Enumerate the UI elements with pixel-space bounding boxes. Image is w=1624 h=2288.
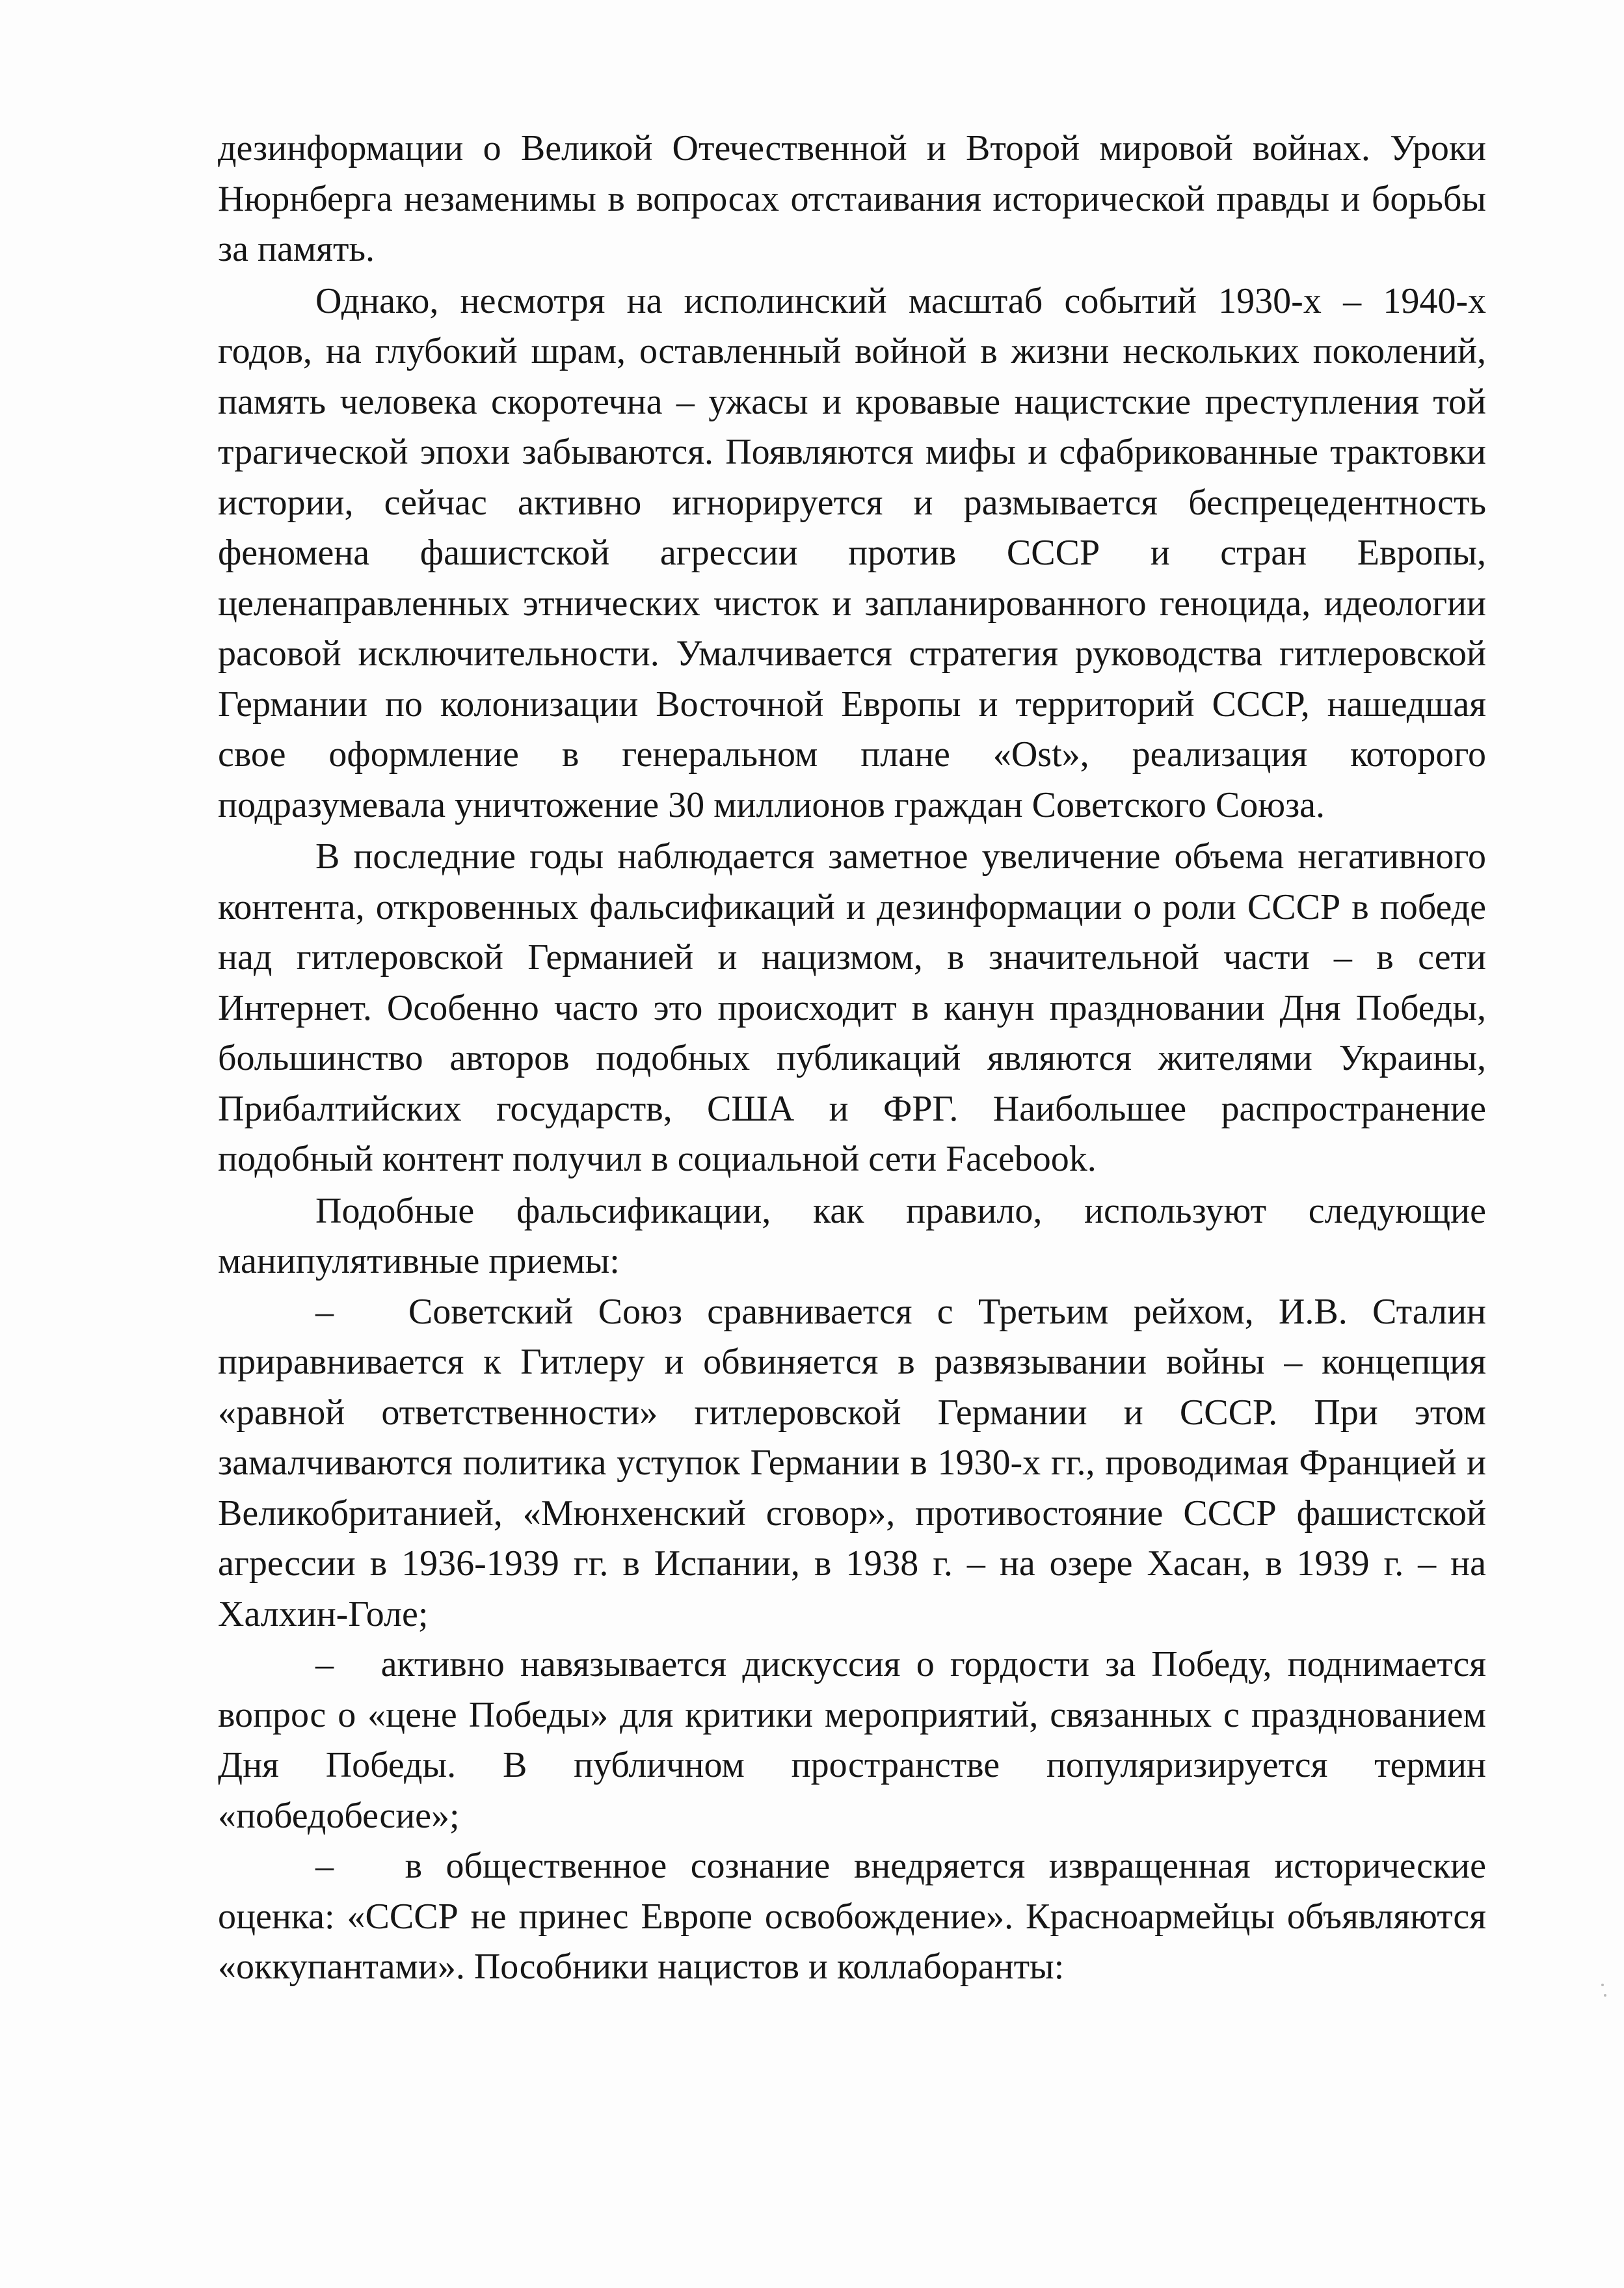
paragraph-continuation: дезинформации о Великой Отечественной и Второй мировой войнах. Уроки Нюрнберга незаменимы в вопросах отстаивания исторической правды и борьбы за память.: [218, 128, 1486, 269]
bullet-item-pride: [218, 1640, 1486, 1841]
bullet-text: Советский Союз сравнивается с Третьим рейхом, И.В. Сталин приравнивается к Гитлеру и обвиняется в развязывании войны – концепция «равной ответственности» гитлеровской Германии и СССР. При этом замалчиваются политика уступок Германии в 1930-х гг., проводимая Францией и Великобританией, «Мюнхенский сговор», противостояние СССР фашистской агрессии в 1936-1939 гг. в Испании, в 1938 г. – на озере Хасан, в 1939 г. – на Халхин-Голе;: [218, 1291, 1487, 1634]
scan-speck: [1601, 1984, 1604, 1986]
paragraph-techniques-intro: Подобные фальсификации, как правило, используют следующие манипулятивные приемы:: [218, 1190, 1486, 1281]
bullet-marker: –: [315, 1291, 334, 1332]
bullet-text: в общественное сознание внедряется извращенная исторические оценка: «СССР не принес Европе освобождение». Красноармейцы объявляются «оккупантами». Пособники нацистов и коллаборанты:: [218, 1846, 1487, 1987]
bullet-marker: –: [315, 1644, 334, 1684]
scan-speck: [1604, 1994, 1606, 1997]
document-body: [218, 124, 1486, 1993]
bullet-item-comparison: [218, 1287, 1486, 1640]
bullet-marker: –: [315, 1846, 334, 1886]
bullet-item-assessment: [218, 1841, 1486, 1993]
bullet-text: активно навязывается дискуссия о гордости за Победу, поднимается вопрос о «цене Победы» для критики мероприятий, связанных с празднованием Дня Победы. В публичном пространстве популяризируется термин «победобесие»;: [218, 1644, 1486, 1836]
paragraph-scale-of-events: Однако, несмотря на исполинский масштаб событий 1930-х – 1940-х годов, на глубокий шрам, оставленный войной в жизни нескольких поколений, память человека скоротечна – ужасы и кровавые нацистские преступления той трагической эпохи забываются. Появляются мифы и сфабрикованные трактовки истории, сейчас активно игнорируется и размывается беспрецедентность феномена фашистской агрессии против СССР и стран Европы, целенаправленных этнических чисток и запланированного геноцида, идеологии расовой исключительности. Умалчивается стратегия руководства гитлеровской Германии по колонизации Восточной Европы и территорий СССР, нашедшая свое оформление в генеральном плане «Ost», реализация которого подразумевала уничтожение 30 миллионов граждан Советского Союза.: [218, 280, 1486, 825]
paragraph-recent-years: В последние годы наблюдается заметное увеличение объема негативного контента, откровенных фальсификаций и дезинформации о роли СССР в победе над гитлеровской Германией и нацизмом, в значительной части – в сети Интернет. Особенно часто это происходит в канун праздновании Дня Победы, большинство авторов подобных публикаций являются жителями Украины, Прибалтийских государств, США и ФРГ. Наибольшее распространение подобный контент получил в социальной сети Facebook.: [218, 836, 1486, 1179]
